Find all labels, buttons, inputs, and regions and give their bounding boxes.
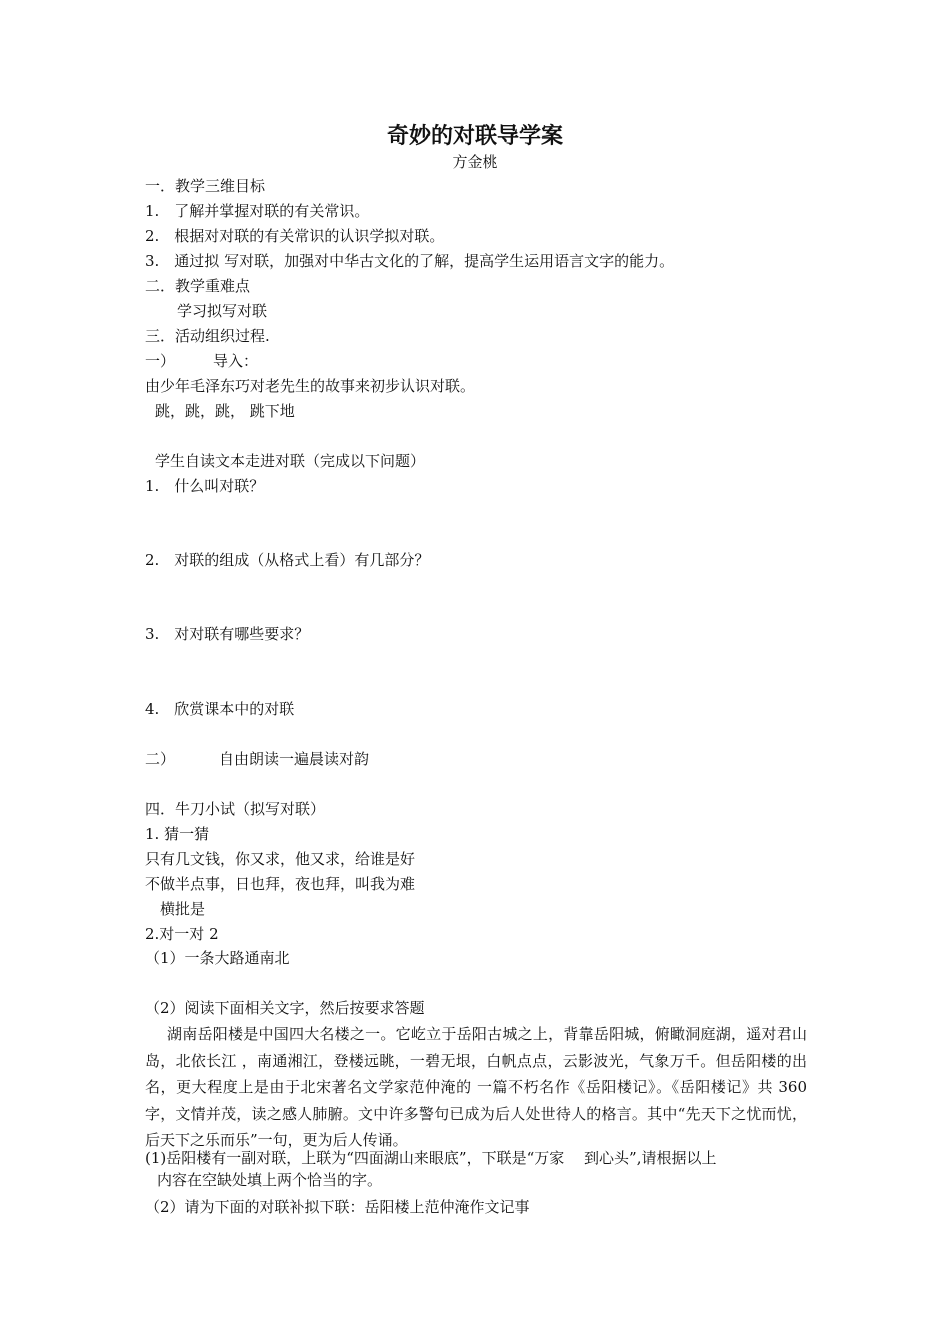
exercise-1	[145, 1147, 807, 1191]
exercise-1-text-continued: 内容在空缺处填上两个恰当的字。	[157, 1171, 383, 1189]
section-heading-key-points: 二．教学重难点	[145, 277, 251, 295]
goal-item-3: 3. 通过拟 写对联，加强对中华古文化的了解，提高学生运用语言文字的能力。	[145, 252, 675, 270]
question-4: 4. 欣赏课本中的对联	[145, 700, 295, 718]
riddle-horizontal-scroll: 横批是	[160, 900, 206, 918]
section-heading-process: 三．活动组织过程.	[145, 327, 270, 345]
process-step-reading	[145, 749, 369, 769]
practice-subitem-2: （2）阅读下面相关文字，然后按要求答题	[145, 999, 425, 1017]
goal-item-1: 1. 了解并掌握对联的有关常识。	[145, 202, 370, 220]
intro-text: 由少年毛泽东巧对老先生的故事来初步认识对联。	[145, 377, 476, 395]
riddle-line-1: 只有几文钱，你又求，他又求，给谁是好	[145, 850, 416, 868]
process-step-intro	[145, 351, 258, 371]
key-point-text: 学习拟写对联	[177, 302, 268, 320]
section-heading-goals: 一．教学三维目标	[145, 177, 266, 195]
section-heading-practice: 四．牛刀小试（拟写对联）	[145, 800, 326, 818]
process-step-number: 一）	[145, 352, 176, 370]
process-step-label: 导入：	[213, 352, 259, 370]
question-1: 1. 什么叫对联？	[145, 477, 265, 495]
question-3: 3. 对对联有哪些要求？	[145, 625, 310, 643]
intro-couplet: 跳，跳，跳， 跳下地	[155, 402, 295, 420]
practice-item-1: 1. 猜一猜	[145, 825, 210, 843]
exercise-1-text: (1)岳阳楼有一副对联，上联为“四面湖山来眼底”，下联是“万家 到心头”,请根据以上	[145, 1149, 717, 1167]
process-step-label: 自由朗读一遍晨读对韵	[219, 750, 370, 768]
question-2: 2. 对联的组成（从格式上看）有几部分？	[145, 551, 430, 569]
author-name: 方金桃	[452, 153, 498, 171]
page-title: 奇妙的对联导学案	[386, 124, 563, 149]
self-reading-instruction: 学生自读文本走进对联（完成以下问题）	[155, 452, 426, 470]
exercise-2: （2）请为下面的对联补拟下联：岳阳楼上范仲淹作文记事	[145, 1198, 530, 1216]
process-step-number: 二）	[145, 750, 176, 768]
goal-item-2: 2. 根据对对联的有关常识的认识学拟对联。	[145, 227, 445, 245]
riddle-line-2: 不做半点事，日也拜，夜也拜，叫我为难	[145, 875, 416, 893]
passage-yueyang-tower: 湖南岳阳楼是中国四大名楼之一。它屹立于岳阳古城之上，背靠岳阳城，俯瞰洞庭湖，遥对君山岛，北依长江 ，南通湘江，登楼远眺，一碧无垠，白帆点点，云影波光，气象万千。但岳阳楼的出名，更大程度上是由于北宋著名文学家范仲淹的 一篇不朽名作《岳阳楼记》。《岳阳楼记》共 360 字，文情并茂，读之感人肺腑。文中许多警句已成为后人处世待人的格言。其中“先天下之忧而忧，后天下之乐而乐”一句，更为后人传诵。	[145, 1025, 807, 1149]
practice-item-2: 2.对一对 2	[145, 925, 219, 943]
practice-subitem-1: （1）一条大路通南北	[145, 949, 290, 967]
